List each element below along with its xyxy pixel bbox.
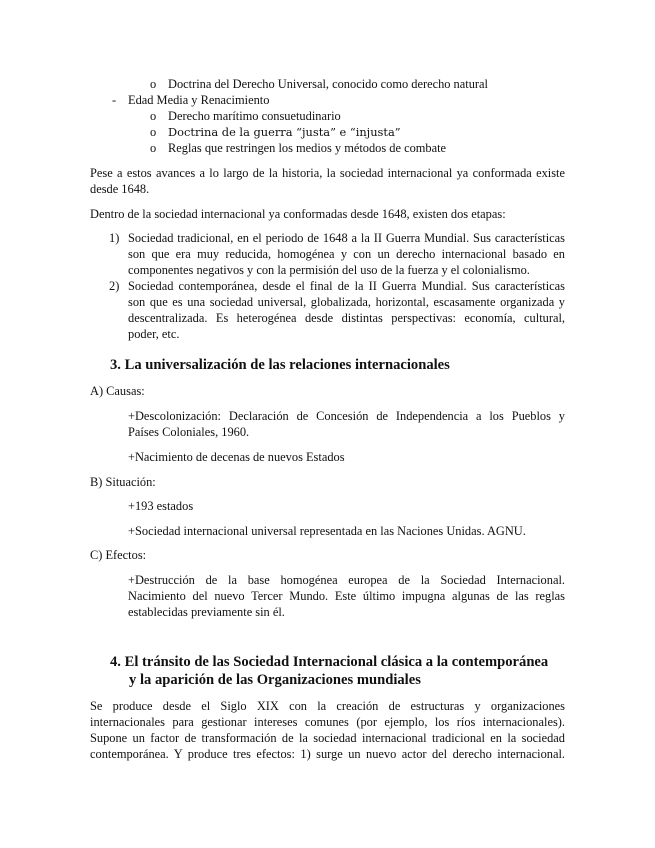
paragraph-line: desde 1648. bbox=[90, 182, 150, 196]
item-line: Países Coloniales, 1960. bbox=[128, 425, 250, 439]
bullet-o: o bbox=[150, 125, 157, 139]
item-line: +Sociedad internacional universal representada en las Naciones Unidas. AGNU. bbox=[128, 524, 526, 538]
paragraph-line: Se produce desde el Siglo XIX con la creación de estructuras y organizaciones bbox=[90, 699, 565, 713]
subsection-label: B) Situación: bbox=[90, 475, 156, 489]
list-item: Doctrina del Derecho Universal, conocido como derecho natural bbox=[168, 77, 488, 91]
list-item-line: poder, etc. bbox=[128, 327, 180, 341]
section-heading: 3. La universalización de las relaciones internacionales bbox=[110, 357, 450, 373]
item-line: +Nacimiento de decenas de nuevos Estados bbox=[128, 450, 345, 464]
list-item: Reglas que restringen los medios y métodos de combate bbox=[168, 141, 447, 155]
paragraph-line: contemporánea. Y produce tres efectos: 1) surge un nuevo actor del derecho internacional. bbox=[90, 747, 565, 761]
bullet-dash: - bbox=[112, 93, 117, 107]
bullet-o: o bbox=[150, 141, 157, 155]
paragraph-line: Supone un factor de transformación de la sociedad internacional tradicional en la sociedad bbox=[90, 731, 565, 745]
subsection-label: A) Causas: bbox=[90, 384, 145, 398]
list-item: Derecho marítimo consuetudinario bbox=[168, 109, 341, 123]
list-number: 1) bbox=[109, 231, 120, 245]
item-line: establecidas previamente sin él. bbox=[128, 605, 285, 619]
paragraph: Dentro de la sociedad internacional ya conformadas desde 1648, existen dos etapas: bbox=[90, 207, 506, 221]
list-item-line: son que era muy reducida, homogénea y con un derecho internacional basado en bbox=[128, 247, 565, 261]
bullet-o: o bbox=[150, 77, 157, 91]
list-item-line: Sociedad tradicional, en el periodo de 1648 a la II Guerra Mundial. Sus características bbox=[128, 231, 565, 245]
paragraph-line: Pese a estos avances a lo largo de la historia, la sociedad internacional ya conformada existe bbox=[90, 166, 565, 180]
item-line: Nacimiento del nuevo Tercer Mundo. Este último impugna algunas de las reglas bbox=[128, 589, 565, 603]
section-heading: y la aparición de las Organizaciones mundiales bbox=[129, 672, 421, 688]
bullet-o: o bbox=[150, 109, 157, 123]
paragraph-line: internacionales para gestionar intereses comunes (por ejemplo, los ríos internacionales). bbox=[90, 715, 565, 729]
list-number: 2) bbox=[109, 279, 120, 293]
list-item-line: componentes negativos y con la permisión del uso de la fuerza y el colonialismo. bbox=[128, 263, 530, 277]
list-item-line: Sociedad contemporánea, desde el final de la II Guerra Mundial. Sus características bbox=[128, 279, 565, 293]
list-item: Doctrina de la guerra “justa” e “injusta” bbox=[168, 125, 401, 139]
subsection-label: C) Efectos: bbox=[90, 548, 147, 562]
list-item-line: descentralizada. Es heterogénea desde distintas perspectivas: economía, cultural, bbox=[128, 311, 565, 325]
item-line: +Descolonización: Declaración de Concesión de Independencia a los Pueblos y bbox=[128, 409, 565, 423]
item-line: +Destrucción de la base homogénea europea de la Sociedad Internacional. bbox=[128, 573, 565, 587]
list-item: Edad Media y Renacimiento bbox=[128, 93, 270, 107]
list-item-line: son que es una sociedad universal, globalizada, horizontal, escasamente organizada y bbox=[128, 295, 565, 309]
section-heading: 4. El tránsito de las Sociedad Internacional clásica a la contemporánea bbox=[110, 654, 549, 670]
item-line: +193 estados bbox=[128, 499, 194, 513]
